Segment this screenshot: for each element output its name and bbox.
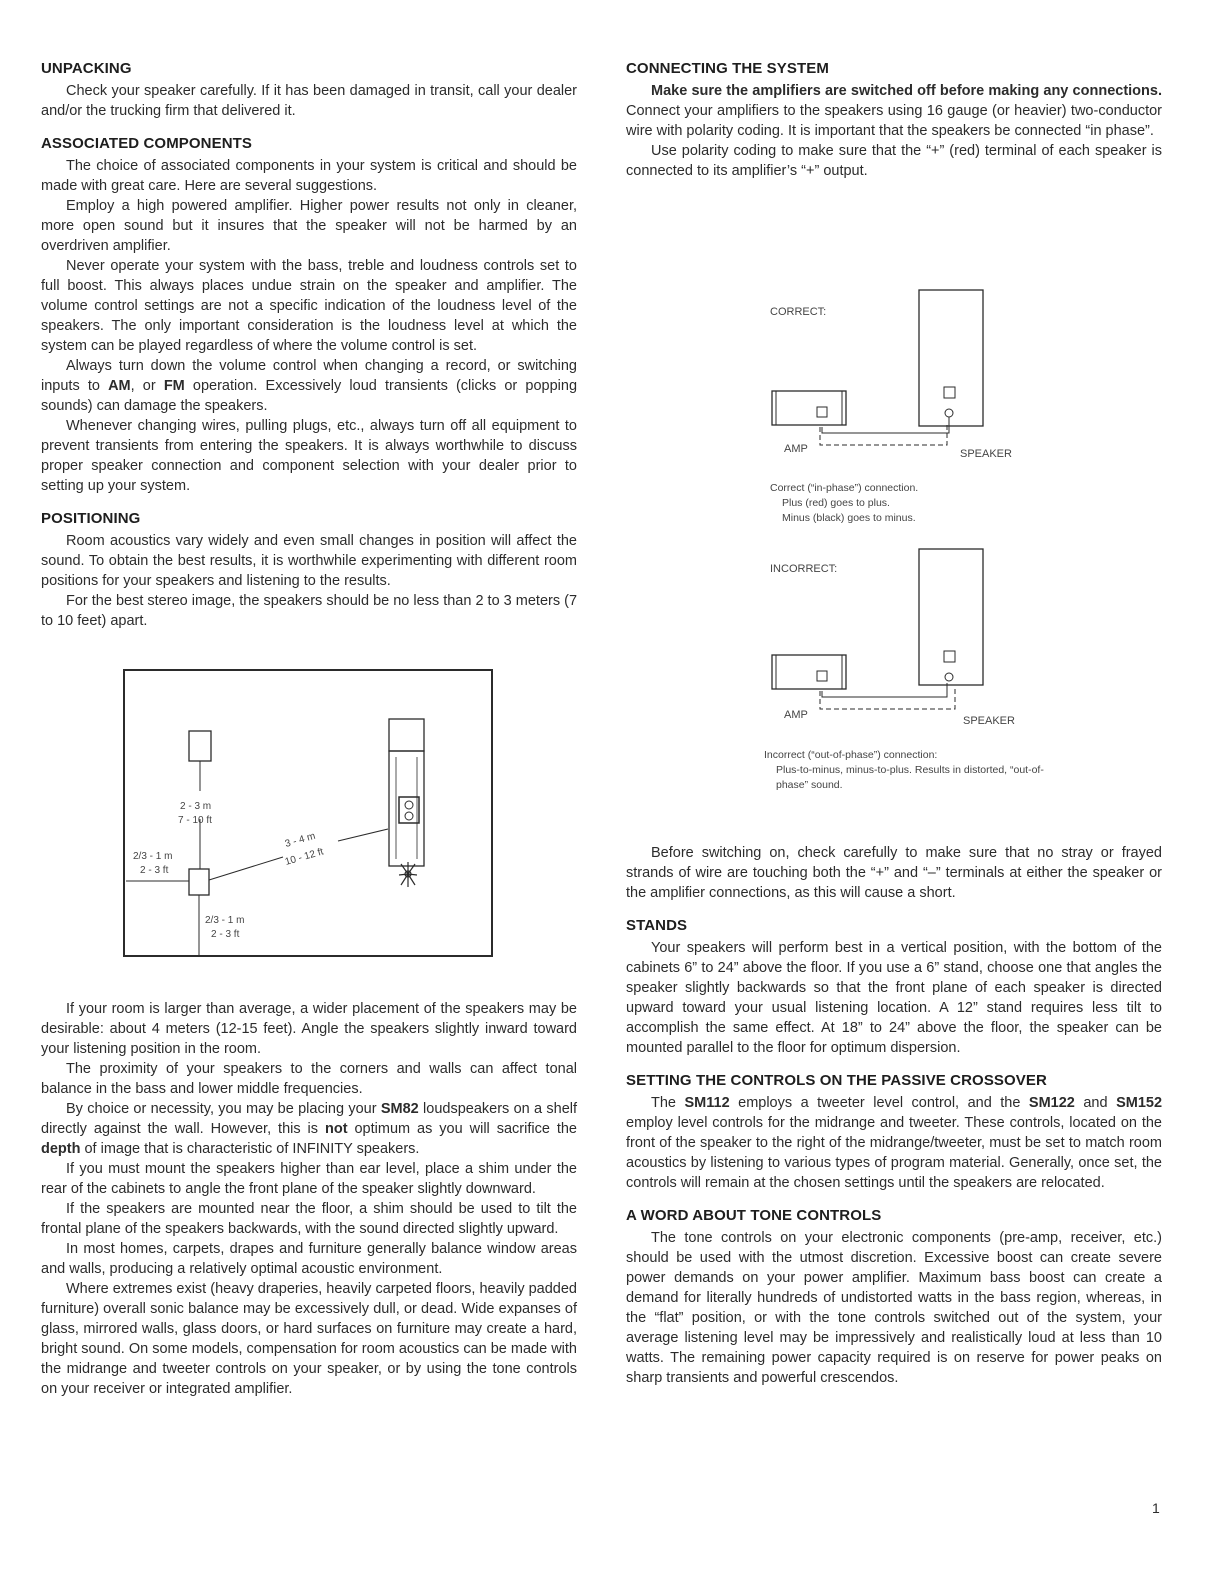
tone-controls-section [626, 1207, 1162, 1388]
correct-label: CORRECT: [770, 306, 827, 318]
incorrect-label: INCORRECT: [770, 563, 838, 575]
incorrect-amp-label: AMP [784, 709, 808, 721]
positioning-paragraph-5: By choice or necessity, you may be placing your SM82 loudspeakers on a shelf directly against the wall. However, this is not optimum as you will sacrifice the depth of image that is characteristic of INFINITY speakers. [41, 1101, 578, 1157]
connecting-section [626, 60, 1162, 181]
incorrect-wire-minus [820, 687, 955, 709]
stands-section [626, 917, 1162, 1058]
positioning-paragraph-3: If your room is larger than average, a wider placement of the speakers may be desirable: about 4 meters (12-15 feet). Angle the speakers slightly inward toward your listening position in the room. [41, 1001, 577, 1057]
phase-diagrams [626, 195, 1162, 835]
unpacking-heading: UNPACKING [41, 60, 132, 77]
bottom-speaker-icon [189, 869, 209, 895]
associated-paragraph-2: Employ a high powered amplifier. Higher power results not only in cleaner, more open sound but it insures that the speaker will not be harmed by an overdriven amplifier. [41, 198, 577, 254]
unpacking-section [41, 60, 577, 121]
positioning-paragraph-7: If the speakers are mounted near the floor, a shim should be used to tilt the frontal plane of the speakers backwards, with the sound directed slightly upward. [41, 1201, 577, 1237]
positioning-paragraph-4: The proximity of your speakers to the corners and walls can affect tonal balance in the bass and lower middle frequencies. [41, 1061, 577, 1097]
associated-paragraph-4: Always turn down the volume control when changing a record, or switching inputs to AM, or FM operation. Excessively loud transients (clicks or popping sounds) can damage the speakers. [41, 358, 578, 414]
positioning-paragraph-8: In most homes, carpets, drapes and furniture generally balance window areas and walls, producing a relatively optimal acoustic environment. [41, 1241, 577, 1277]
positioning-paragraph-6: If you must mount the speakers higher than ear level, place a shim under the rear of the cabinets to angle the front plane of the speaker slightly downward. [41, 1161, 577, 1197]
room-placement-diagram [123, 669, 577, 959]
shelf-top-box [389, 719, 424, 751]
dist-label-2-m: 3 - 4 m [283, 830, 317, 850]
plant-icon [399, 862, 417, 887]
page-number: 1 [1152, 1500, 1160, 1516]
connecting-section-end [626, 843, 1162, 903]
crossover-heading: SETTING THE CONTROLS ON THE PASSIVE CROSSOVER [626, 1072, 1047, 1089]
incorrect-amp-terminal [817, 671, 827, 681]
top-speaker-icon [189, 731, 211, 761]
side-label-m: 2/3 - 1 m [133, 851, 173, 862]
bottom-label-ft: 2 - 3 ft [211, 929, 240, 940]
positioning-section [41, 510, 577, 1399]
dist-label-1-ft: 7 - 10 ft [178, 815, 212, 826]
stands-heading: STANDS [626, 917, 688, 934]
associated-components-heading: ASSOCIATED COMPONENTS [41, 135, 253, 152]
incorrect-amp-box [772, 655, 846, 689]
associated-paragraph-1: The choice of associated components in your system is critical and should be made with great care. Here are several suggestions. [41, 158, 577, 194]
connecting-paragraph-2: Use polarity coding to make sure that the “+” (red) terminal of each speaker is connected to its amplifier’s “+” output. [626, 143, 1162, 179]
tone-controls-heading: A WORD ABOUT TONE CONTROLS [626, 1207, 882, 1224]
associated-paragraph-3: Never operate your system with the bass, treble and loudness controls set to full boost. This always places undue strain on the speaker and amplifier. The volume control settings are not a specific indication of the loudness level of the speakers. The only important consideration is the loudness level at which the system can be played regardless of where the volume control is set. [41, 258, 577, 354]
positioning-heading: POSITIONING [41, 510, 141, 527]
bottom-label-m: 2/3 - 1 m [205, 915, 245, 926]
crossover-section [626, 1072, 1162, 1193]
unpacking-paragraph: Check your speaker carefully. If it has been damaged in transit, call your dealer and/or the trucking firm that delivered it. [41, 83, 577, 119]
positioning-paragraph-2: For the best stereo image, the speakers should be no less than 2 to 3 meters (7 to 10 feet) apart. [41, 593, 578, 629]
left-column [41, 60, 577, 1413]
incorrect-caption: Incorrect (“out-of-phase”) connection: Plus-to-minus, minus-to-plus. Results in distorted, “out-of- phase” sound. [764, 749, 1044, 791]
positioning-paragraph-9: Where extremes exist (heavy draperies, heavily carpeted floors, heavily padded furniture) overall sonic balance may be excessively dull, or dead. Wide expanses of glass, mirrored walls, glass doors, or hard surfaces on furniture may create a hard, bright sound. On some models, compensation for room acoustics can be made with the midrange and tweeter controls on your speaker, or by using the tone controls on your receiver or integrated amplifier. [41, 1281, 577, 1397]
incorrect-speaker-label: SPEAKER [963, 715, 1015, 727]
connecting-paragraph-1: Make sure the amplifiers are switched off before making any connections. Connect your amplifiers to the speakers using 16 gauge (or heavier) two-conductor wire with polarity coding. It is important that the speakers be connected “in phase”. [626, 83, 1162, 139]
correct-speaker-terminal [944, 387, 955, 398]
dist-label-1-m: 2 - 3 m [180, 801, 212, 812]
correct-speaker-box [919, 290, 983, 426]
incorrect-speaker-terminal [944, 651, 955, 662]
tone-controls-paragraph: The tone controls on your electronic components (pre-amp, receiver, etc.) should be used with the utmost discretion. Excessive boost can create severe power demands on your power amplifier. Maximum bass boost can create a demand for literally hundreds of undistorted watts in the bass region, whereas, in the “flat” position, or with the tone controls switched out of the system, your average listening level may be impressively and realistically loud at less than 10 watts. The remaining power capacity required is on reserve for power peaks on sharp transients and powerful crescendos. [626, 1230, 1162, 1386]
correct-speaker-label: SPEAKER [960, 448, 1012, 460]
connecting-paragraph-3: Before switching on, check carefully to make sure that no stray or frayed strands of wire are touching both the “+” and “–” terminals at either the speaker or the amplifier connections, as this will cause a short. [626, 845, 1162, 901]
incorrect-speaker-box [919, 549, 983, 685]
stands-paragraph: Your speakers will perform best in a vertical position, with the bottom of the cabinets 6” to 24” above the floor. If you use a 6” stand, choose one that angles the speaker slightly backwards so that the front plane of each speaker is directed upward toward your usual listening location. A 12” stand requires less tilt to accomplish the same effect. At 18” to 24” above the floor, the speaker can be mounted parallel to the floor for optimum dispersion. [626, 940, 1162, 1056]
associated-paragraph-5: Whenever changing wires, pulling plugs, etc., always turn off all equipment to prevent transients from entering the speakers. It is always worthwhile to discuss proper speaker connection and component selection with your dealer prior to setting up your system. [41, 418, 577, 494]
diagonal-line-a [209, 857, 283, 880]
crossover-paragraph: The SM112 employs a tweeter level control, and the SM122 and SM152 employ level controls for the midrange and tweeter. These controls, located on the front of the speaker to the right of the midrange/tweeter, must be set to match room acoustics by listening to various types of program material. Generally, once set, the controls will remain at the chosen settings until the speakers are relocated. [626, 1095, 1163, 1191]
side-label-ft: 2 - 3 ft [140, 865, 169, 876]
correct-amp-box [772, 391, 846, 425]
associated-components-section [41, 135, 577, 496]
correct-caption: Correct (“in-phase”) connection. Plus (red) goes to plus. Minus (black) goes to minus. [770, 482, 919, 524]
connecting-heading: CONNECTING THE SYSTEM [626, 60, 829, 77]
dist-label-2-ft: 10 - 12 ft [283, 846, 325, 868]
right-column [626, 60, 1162, 1402]
room-placement-svg [123, 669, 495, 959]
correct-amp-terminal [817, 407, 827, 417]
diagonal-line-b [338, 829, 388, 841]
positioning-paragraph-1: Room acoustics vary widely and even small changes in position will affect the sound. To obtain the best results, it is worthwhile experimenting with different room positions for your speakers and listening to the results. [41, 533, 577, 589]
correct-amp-label: AMP [784, 443, 808, 455]
room-outline [124, 670, 492, 956]
